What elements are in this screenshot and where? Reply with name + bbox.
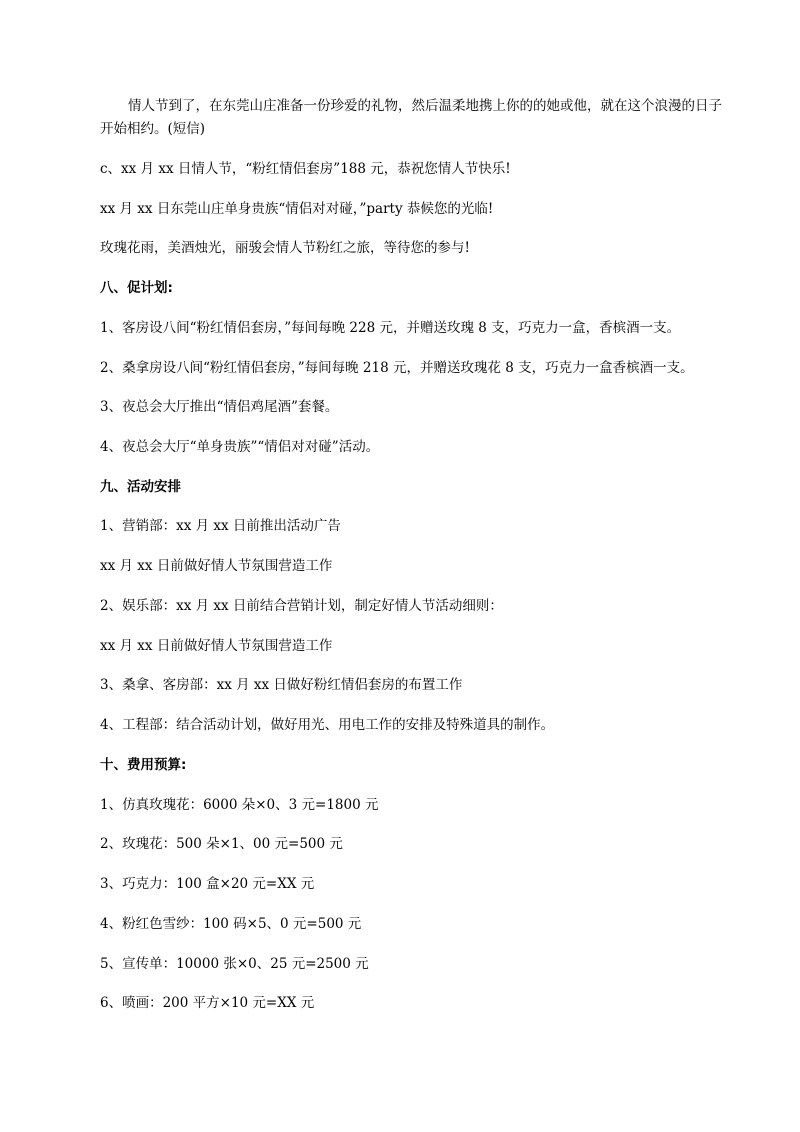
section-10-heading: 十、费用预算: bbox=[100, 757, 187, 773]
section-9-item-4: xx 月 xx 日前做好情人节氛围营造工作 bbox=[100, 638, 333, 654]
section-9-item-3: 2、娱乐部：xx 月 xx 日前结合营销计划，制定好情人节活动细则： bbox=[100, 598, 503, 614]
section-10-item-4: 4、粉红色雪纱：100 码×5、0 元=500 元 bbox=[100, 916, 362, 932]
section-10-item-1: 1、仿真玫瑰花：6000 朵×0、3 元=1800 元 bbox=[100, 797, 379, 813]
section-10-item-2: 2、玫瑰花：500 朵×1、00 元=500 元 bbox=[100, 836, 343, 852]
sms-line-2: xx 月 xx 日东莞山庄单身贵族“情侣对对碰，”party 恭候您的光临! bbox=[100, 201, 494, 217]
intro-line-2: 开始相约。(短信) bbox=[100, 121, 206, 137]
sms-line-1: c、xx 月 xx 日情人节，“粉红情侣套房”188 元，恭祝您情人节快乐! bbox=[100, 161, 511, 177]
section-8-item-4: 4、夜总会大厅“单身贵族”“情侣对对碰”活动。 bbox=[100, 439, 380, 455]
sms-line-3: 玫瑰花雨，美酒烛光，丽骏会情人节粉红之旅，等待您的参与! bbox=[100, 240, 470, 256]
section-10-item-3: 3、巧克力：100 盒×20 元=XX 元 bbox=[100, 876, 315, 892]
intro-line-1: 情人节到了，在东莞山庄准备一份珍爱的礼物，然后温柔地携上你的的她或他，就在这个浪漫的日子 bbox=[128, 98, 722, 114]
section-10-item-6: 6、喷画：200 平方×10 元=XX 元 bbox=[100, 995, 315, 1011]
section-8-item-3: 3、夜总会大厅推出“情侣鸡尾酒”套餐。 bbox=[100, 399, 339, 415]
section-9-heading: 九、活动安排 bbox=[100, 479, 181, 495]
section-8-heading: 八、促计划: bbox=[100, 280, 173, 296]
section-9-item-1: 1、营销部：xx 月 xx 日前推出活动广告 bbox=[100, 518, 341, 534]
section-8-item-1: 1、客房设八间“粉红情侣套房，”每间每晚 228 元，并赠送玫瑰 8 支，巧克力一盒，香槟酒一支。 bbox=[100, 320, 681, 336]
section-9-item-6: 4、工程部：结合活动计划，做好用光、用电工作的安排及特殊道具的制作。 bbox=[100, 717, 555, 733]
section-9-item-5: 3、桑拿、客房部：xx 月 xx 日做好粉红情侣套房的布置工作 bbox=[100, 677, 463, 693]
section-9-item-2: xx 月 xx 日前做好情人节氛围营造工作 bbox=[100, 558, 333, 574]
section-10-item-5: 5、宣传单：10000 张×0、25 元=2500 元 bbox=[100, 956, 369, 972]
section-8-item-2: 2、桑拿房设八间“粉红情侣套房，”每间每晚 218 元，并赠送玫瑰花 8 支，巧克力一盒香槟酒一支。 bbox=[100, 360, 694, 376]
